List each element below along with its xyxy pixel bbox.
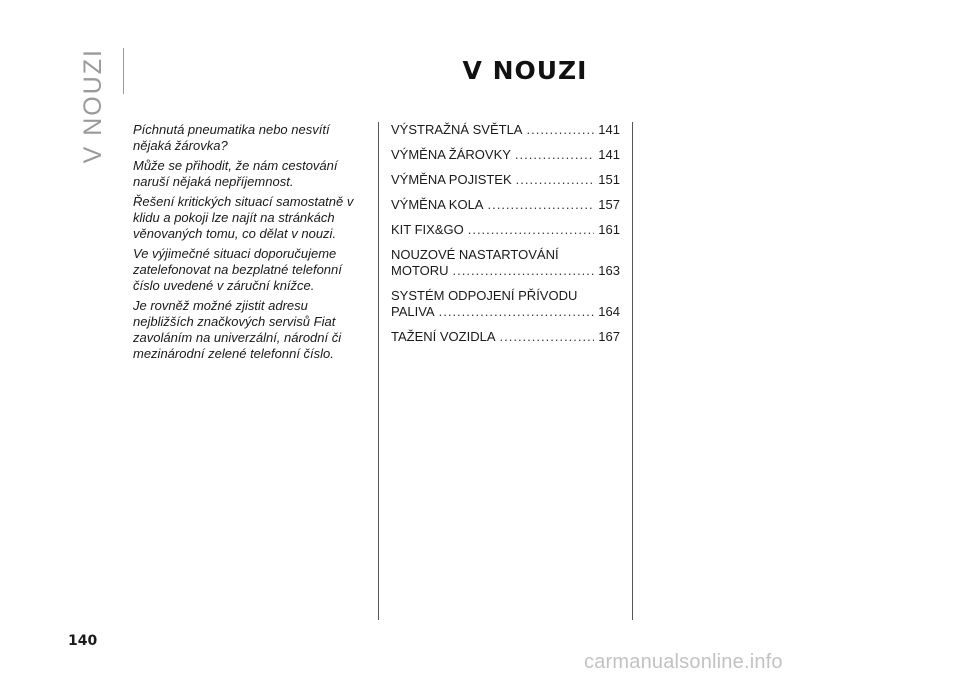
side-tab — [58, 48, 142, 163]
intro-paragraph: Píchnutá pneumatika nebo nesvítí nějaká žárovka? — [133, 122, 330, 153]
toc-label: VÝSTRAŽNÁ SVĚTLA — [391, 122, 523, 137]
toc-entry-towing[interactable] — [391, 329, 620, 345]
toc-page: 151 — [598, 172, 620, 187]
intro-paragraph: Řešení kritických situací samostatně v klidu a pokoji lze najít na stránkách věnovaných tomu, co dělat v nouzi. — [133, 194, 354, 241]
side-tab-label: V NOUZI — [78, 48, 107, 164]
toc-label: VÝMĚNA ŽÁROVKY — [391, 147, 511, 162]
toc-entry-wheel-change[interactable] — [391, 197, 620, 213]
toc-label: VÝMĚNA KOLA — [391, 197, 484, 212]
intro-paragraph: Je rovněž možné zjistit adresu nejbližších značkových servisů Fiat zavoláním na univerzální, národní či mezinárodní zelené telefonní číslo. — [133, 298, 342, 361]
toc-entry-emergency-start[interactable] — [391, 247, 620, 279]
toc-entry-fuse-replacement[interactable] — [391, 172, 620, 188]
toc-leader — [453, 263, 595, 279]
toc-leader — [439, 304, 595, 320]
side-tab-line — [123, 48, 124, 94]
toc-entry-hazard-lights[interactable] — [391, 122, 620, 138]
toc-leader — [516, 172, 595, 188]
toc-page: 163 — [598, 263, 620, 278]
toc-leader — [526, 122, 594, 138]
toc-label-line1: NOUZOVÉ NASTARTOVÁNÍ — [391, 247, 559, 262]
toc-leader — [500, 329, 595, 345]
toc-leader — [515, 147, 594, 163]
toc-label: TAŽENÍ VOZIDLA — [391, 329, 496, 344]
intro-paragraph: Může se přihodit, že nám cestování naruší nějaká nepříjemnost. — [133, 158, 338, 189]
toc-page: 141 — [598, 122, 620, 137]
page-title: V NOUZI — [462, 56, 588, 85]
toc-label: PALIVA — [391, 304, 435, 319]
toc-label: VÝMĚNA POJISTEK — [391, 172, 512, 187]
column-divider-right — [632, 122, 633, 620]
page-number: 140 — [68, 633, 98, 649]
toc-page: 167 — [598, 329, 620, 344]
toc-label: KIT FIX&GO — [391, 222, 464, 237]
toc-leader — [468, 222, 595, 238]
toc-page: 141 — [598, 147, 620, 162]
toc-page: 157 — [598, 197, 620, 212]
table-of-contents — [391, 122, 620, 354]
toc-entry-fuel-cutoff[interactable] — [391, 288, 620, 320]
toc-entry-fix-and-go[interactable] — [391, 222, 620, 238]
column-divider-left — [378, 122, 379, 620]
toc-entry-bulb-replacement[interactable] — [391, 147, 620, 163]
toc-page: 161 — [598, 222, 620, 237]
intro-paragraph: Ve výjimečné situaci doporučujeme zatelefonovat na bezplatné telefonní číslo uvedené v záruční knížce. — [133, 246, 342, 293]
intro-text — [133, 122, 363, 366]
toc-label-line1: SYSTÉM ODPOJENÍ PŘÍVODU — [391, 288, 578, 303]
toc-label: MOTORU — [391, 263, 449, 278]
toc-leader — [487, 197, 594, 213]
toc-page: 164 — [598, 304, 620, 319]
watermark: carmanualsonline.info — [584, 651, 783, 673]
